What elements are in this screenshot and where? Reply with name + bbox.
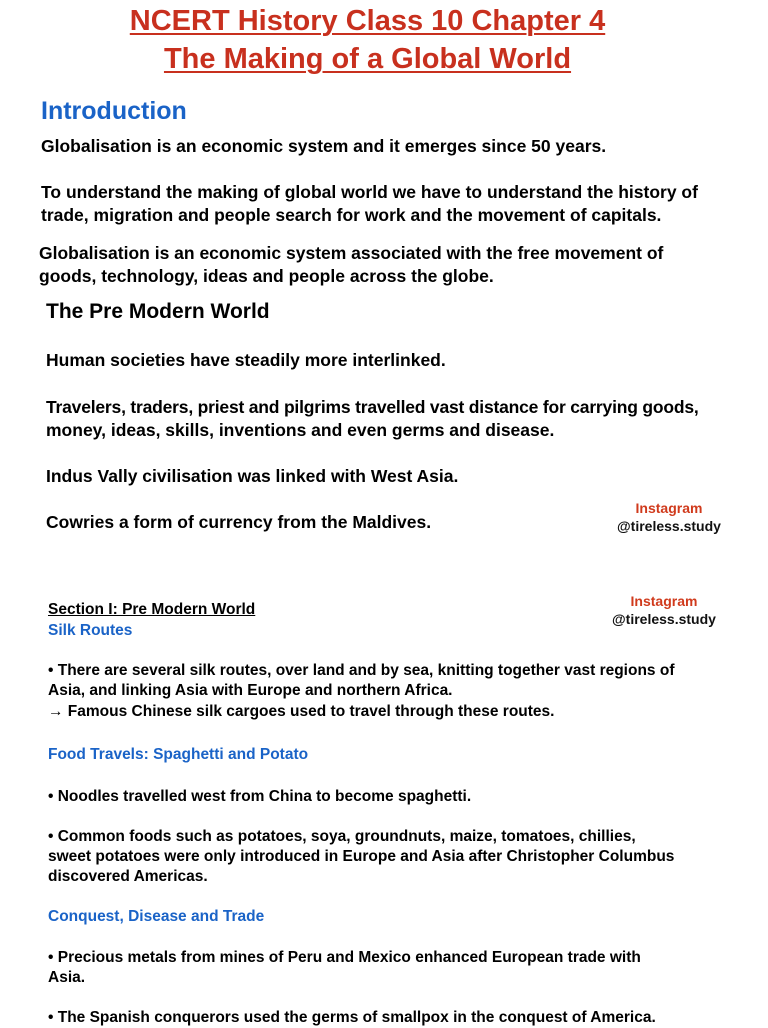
- silk-bullet-1-line-1: • There are several silk routes, over land and by sea, knitting together vast regions of: [48, 662, 675, 679]
- intro-paragraph-1: Globalisation is an economic system and it emerges since 50 years.: [41, 136, 607, 156]
- intro-paragraph-3-line-1: Globalisation is an economic system associated with the free movement of: [39, 243, 664, 263]
- pre-modern-paragraph-1: Human societies have steadily more interlinked.: [46, 350, 446, 370]
- pre-modern-paragraph-2-line-1: Travelers, traders, priest and pilgrims travelled vast distance for carrying goods,: [46, 397, 699, 417]
- conquest-bullet-2-line-1: • The Spanish conquerors used the germs of smallpox in the conquest of America.: [48, 1009, 656, 1026]
- pre-modern-paragraph-2-line-2: money, ideas, skills, inventions and even germs and disease.: [46, 420, 555, 440]
- pre-modern-world-heading: The Pre Modern World: [46, 300, 270, 323]
- introduction-heading: Introduction: [41, 97, 187, 125]
- intro-paragraph-2-line-1: To understand the making of global world we have to understand the history of: [41, 182, 698, 202]
- food-bullet-2-line-3: discovered Americas.: [48, 868, 208, 885]
- instagram-watermark-1: [604, 499, 734, 535]
- instagram-label: Instagram: [635, 500, 703, 516]
- food-bullet-2-line-2: sweet potatoes were only introduced in Europe and Asia after Christopher Columbus: [48, 848, 675, 865]
- conquest-heading: Conquest, Disease and Trade: [48, 908, 265, 925]
- instagram-watermark-2: [599, 592, 729, 628]
- food-travels-heading: Food Travels: Spaghetti and Potato: [48, 746, 309, 763]
- instagram-label: Instagram: [630, 593, 698, 609]
- silk-routes-heading: Silk Routes: [48, 622, 133, 639]
- instagram-handle: @tireless.study: [617, 518, 721, 534]
- instagram-handle: @tireless.study: [612, 611, 716, 627]
- intro-paragraph-2-line-2: trade, migration and people search for work and the movement of capitals.: [41, 205, 662, 225]
- pre-modern-paragraph-4: Cowries a form of currency from the Maldives.: [46, 512, 432, 532]
- food-bullet-1: • Noodles travelled west from China to become spaghetti.: [48, 788, 472, 805]
- page-title-line-1: NCERT History Class 10 Chapter 4: [129, 5, 606, 37]
- food-bullet-2-line-1: • Common foods such as potatoes, soya, groundnuts, maize, tomatoes, chillies,: [48, 828, 636, 845]
- page-title-line-2: The Making of a Global World: [163, 43, 572, 75]
- intro-paragraph-3-line-2: goods, technology, ideas and people across the globe.: [39, 266, 494, 286]
- section-1-heading: Section I: Pre Modern World: [48, 601, 256, 618]
- conquest-bullet-1-line-2: Asia.: [48, 969, 86, 986]
- conquest-bullet-1-line-1: • Precious metals from mines of Peru and Mexico enhanced European trade with: [48, 949, 641, 966]
- silk-bullet-1-line-3: → Famous Chinese silk cargoes used to travel through these routes.: [48, 703, 555, 720]
- pre-modern-paragraph-3: Indus Vally civilisation was linked with West Asia.: [46, 466, 459, 486]
- silk-bullet-1-line-2: Asia, and linking Asia with Europe and northern Africa.: [48, 682, 453, 699]
